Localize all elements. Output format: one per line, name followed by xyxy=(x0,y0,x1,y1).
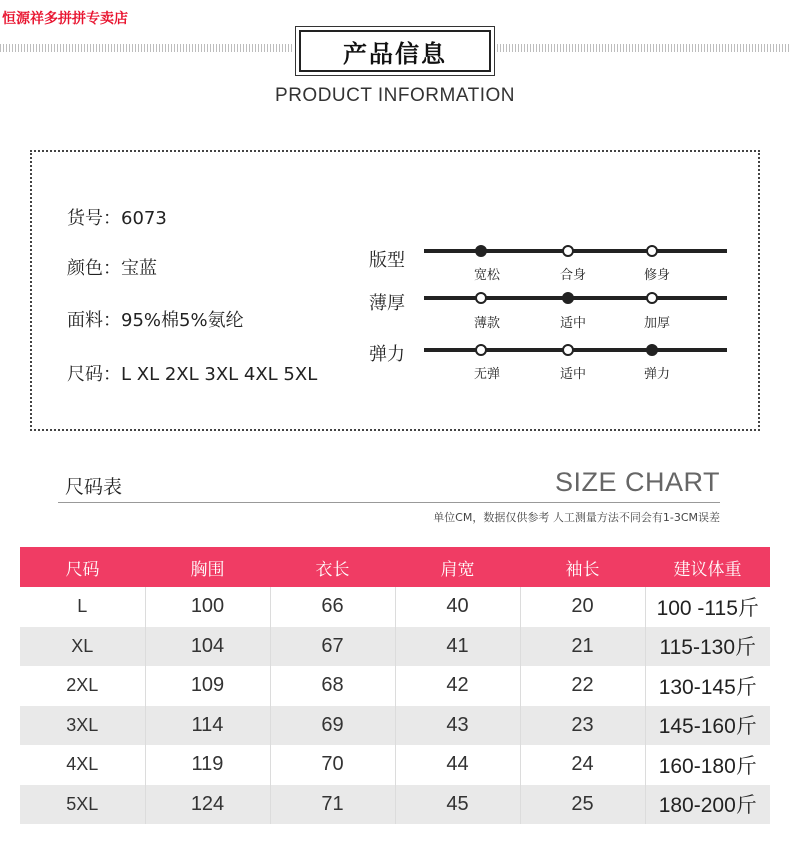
column-header: 建议体重 xyxy=(645,547,770,587)
table-cell: 45 xyxy=(395,785,520,825)
table-cell: 44 xyxy=(395,745,520,785)
table-cell: 71 xyxy=(270,785,395,825)
table-cell: 145-160斤 xyxy=(645,706,770,746)
thickness-option-thick: 加厚 xyxy=(643,316,670,331)
table-cell: XL xyxy=(20,627,145,667)
thickness-option-medium: 适中 xyxy=(559,316,586,331)
elasticity-option-stretch: 弹力 xyxy=(643,367,670,382)
table-cell: 124 xyxy=(145,785,270,825)
fit-scale-track xyxy=(424,249,727,253)
fit-label: 版型 xyxy=(369,250,405,271)
table-row xyxy=(20,785,770,825)
table-cell: 100 -115斤 xyxy=(645,587,770,627)
thickness-option-thin: 薄款 xyxy=(473,316,500,331)
elasticity-dot-medium xyxy=(562,344,574,356)
fit-option-slim: 修身 xyxy=(643,268,670,283)
elasticity-label: 弹力 xyxy=(369,344,405,365)
table-cell: 20 xyxy=(520,587,645,627)
table-cell: 114 xyxy=(145,706,270,746)
table-cell: 24 xyxy=(520,745,645,785)
table-cell: 3XL xyxy=(20,706,145,746)
shop-name: 恒源祥多拼拼专卖店 xyxy=(2,11,128,27)
size-table xyxy=(20,547,770,824)
elasticity-dot-none xyxy=(475,344,487,356)
table-cell: 115-130斤 xyxy=(645,627,770,667)
table-cell: 25 xyxy=(520,785,645,825)
table-cell: 2XL xyxy=(66,675,99,696)
thickness-label: 薄厚 xyxy=(369,293,405,314)
table-cell: 42 xyxy=(395,666,520,706)
table-row xyxy=(20,587,770,627)
column-header: 肩宽 xyxy=(395,547,520,587)
section-subtitle: PRODUCT INFORMATION xyxy=(275,85,515,106)
table-cell: 21 xyxy=(520,627,645,667)
table-cell: 41 xyxy=(395,627,520,667)
table-cell: 160-180斤 xyxy=(645,745,770,785)
table-cell: 22 xyxy=(520,666,645,706)
table-cell: 130-145斤 xyxy=(645,666,770,706)
thickness-dot-thick xyxy=(646,292,658,304)
column-header: 衣长 xyxy=(270,547,395,587)
table-cell: 119 xyxy=(145,745,270,785)
size-chart-title-en: SIZE CHART xyxy=(554,467,720,497)
table-cell: 109 xyxy=(145,666,270,706)
fit-option-loose: 宽松 xyxy=(473,268,500,283)
table-cell: 104 xyxy=(145,627,270,667)
product-info-box xyxy=(30,150,760,431)
thickness-scale-track xyxy=(424,296,727,300)
table-row xyxy=(20,706,770,746)
elasticity-scale-track xyxy=(424,348,727,352)
table-cell: 100 xyxy=(145,587,270,627)
elasticity-option-medium: 适中 xyxy=(559,367,586,382)
table-cell: 23 xyxy=(520,706,645,746)
size-chart-divider xyxy=(58,502,720,503)
table-cell: 67 xyxy=(270,627,395,667)
section-title: 产品信息 xyxy=(299,30,491,72)
table-cell: 4XL xyxy=(66,754,99,775)
column-header: 尺码 xyxy=(20,547,145,587)
size-chart-note: 单位CM，数据仅供参考 人工测量方法不同会有1-3CM误差 xyxy=(433,511,720,524)
table-cell: 180-200斤 xyxy=(645,785,770,825)
table-cell: L xyxy=(77,596,88,617)
thickness-dot-medium xyxy=(562,292,574,304)
table-cell: 70 xyxy=(270,745,395,785)
fit-dot-slim xyxy=(646,245,658,257)
color-info: 颜色：宝蓝 xyxy=(67,258,157,279)
table-cell: 69 xyxy=(270,706,395,746)
table-row xyxy=(20,627,770,667)
table-cell: 40 xyxy=(395,587,520,627)
section-title-frame xyxy=(295,26,495,76)
table-cell: 66 xyxy=(270,587,395,627)
elasticity-option-none: 无弹 xyxy=(473,367,500,382)
fit-dot-regular xyxy=(562,245,574,257)
table-cell: 68 xyxy=(270,666,395,706)
item-number: 货号：6073 xyxy=(67,208,167,229)
table-cell: 43 xyxy=(395,706,520,746)
decorative-line-left xyxy=(0,44,294,52)
fit-option-regular: 合身 xyxy=(559,268,586,283)
column-header: 胸围 xyxy=(145,547,270,587)
thickness-dot-thin xyxy=(475,292,487,304)
decorative-line-right xyxy=(497,44,790,52)
fabric-info: 面料：95%棉5%氨纶 xyxy=(67,310,244,331)
elasticity-dot-stretch xyxy=(646,344,658,356)
size-chart-title: 尺码表 xyxy=(65,476,123,498)
column-header: 袖长 xyxy=(520,547,645,587)
size-table-header xyxy=(20,547,770,587)
table-cell: 5XL xyxy=(20,785,145,825)
table-row xyxy=(20,666,770,706)
size-list: 尺码：L XL 2XL 3XL 4XL 5XL xyxy=(67,364,318,385)
table-row xyxy=(20,745,770,785)
fit-dot-loose xyxy=(475,245,487,257)
